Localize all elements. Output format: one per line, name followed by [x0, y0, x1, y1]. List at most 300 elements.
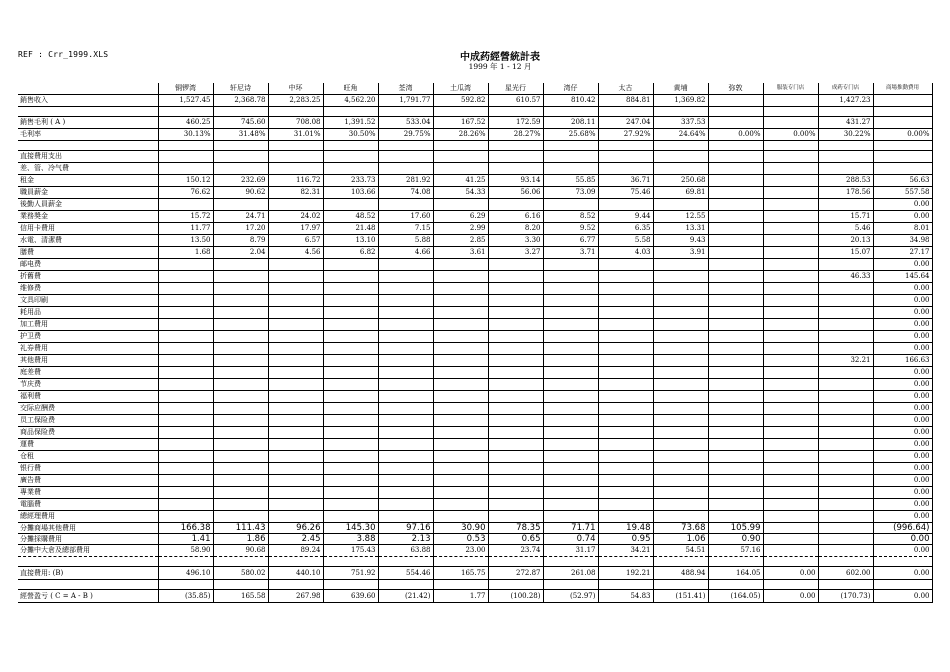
table-cell [378, 331, 433, 343]
row-label: 專業費 [18, 487, 158, 499]
table-cell [818, 259, 873, 271]
row-label: 庭差費 [18, 367, 158, 379]
table-cell: 0.00 [873, 295, 932, 307]
table-cell [598, 307, 653, 319]
table-cell: 0.00 [873, 319, 932, 331]
table-cell [763, 107, 818, 117]
table-cell [378, 403, 433, 415]
row-label: 分攤商場其他費用 [18, 523, 158, 534]
table-cell: 82.31 [268, 187, 323, 199]
table-cell: 29.75% [378, 129, 433, 141]
table-cell [213, 499, 268, 511]
table-cell: 103.66 [323, 187, 378, 199]
table-cell [763, 151, 818, 163]
table-cell [488, 107, 543, 117]
table-cell: 27.17 [873, 247, 932, 259]
table-cell: 0.00% [763, 129, 818, 141]
table-cell [818, 427, 873, 439]
table-cell [323, 199, 378, 211]
row-label [18, 141, 158, 151]
table-cell [433, 343, 488, 355]
table-cell: 639.60 [323, 590, 378, 603]
row-label: 總經理費用 [18, 511, 158, 523]
table-cell [598, 343, 653, 355]
table-cell [708, 141, 763, 151]
table-cell [213, 463, 268, 475]
table-cell [378, 391, 433, 403]
table-cell [598, 331, 653, 343]
table-cell [158, 199, 213, 211]
table-cell [378, 475, 433, 487]
table-cell [598, 580, 653, 590]
table-cell [653, 451, 708, 463]
table-cell [763, 117, 818, 129]
table-cell [488, 343, 543, 355]
column-header: 服装专门店 [763, 83, 818, 95]
table-cell [543, 283, 598, 295]
table-cell [268, 403, 323, 415]
table-cell [433, 163, 488, 175]
table-cell [708, 367, 763, 379]
table-cell [818, 557, 873, 567]
table-cell [213, 379, 268, 391]
table-cell: 6.57 [268, 235, 323, 247]
table-cell [653, 403, 708, 415]
table-cell [763, 557, 818, 567]
table-cell: 30.22% [818, 129, 873, 141]
table-cell [763, 307, 818, 319]
table-cell [488, 415, 543, 427]
table-cell [378, 367, 433, 379]
table-cell: 15.72 [158, 211, 213, 223]
column-header: 轩尼诗 [213, 83, 268, 95]
table-row [18, 545, 932, 557]
table-cell [543, 557, 598, 567]
column-header: 中环 [268, 83, 323, 95]
table-cell [213, 259, 268, 271]
row-label: 直接費用支出 [18, 151, 158, 163]
table-cell [818, 463, 873, 475]
statistics-table [18, 83, 933, 603]
table-cell [488, 199, 543, 211]
table-cell [543, 463, 598, 475]
table-cell: (21.42) [378, 590, 433, 603]
table-cell [763, 199, 818, 211]
table-cell [598, 511, 653, 523]
table-cell [708, 331, 763, 343]
row-label: 銷售收入 [18, 95, 158, 107]
table-cell [488, 295, 543, 307]
table-cell: 13.10 [323, 235, 378, 247]
table-cell [763, 439, 818, 451]
table-row [18, 499, 932, 511]
table-cell [213, 163, 268, 175]
table-cell [213, 391, 268, 403]
table-cell: 172.59 [488, 117, 543, 129]
table-cell: 261.08 [543, 567, 598, 580]
table-cell [543, 391, 598, 403]
table-cell: 0.00 [873, 451, 932, 463]
table-cell [708, 307, 763, 319]
table-cell: 54.51 [653, 545, 708, 557]
table-cell [323, 331, 378, 343]
row-label: 邮电费 [18, 259, 158, 271]
table-cell [653, 557, 708, 567]
table-row [18, 415, 932, 427]
table-row [18, 129, 932, 141]
row-label: 交际应酬费 [18, 403, 158, 415]
table-cell: 0.00% [708, 129, 763, 141]
table-cell [433, 451, 488, 463]
table-cell: 440.10 [268, 567, 323, 580]
table-cell: 3.88 [323, 534, 378, 545]
table-cell [543, 475, 598, 487]
table-cell [378, 259, 433, 271]
row-label: 租金 [18, 175, 158, 187]
table-cell [708, 451, 763, 463]
table-cell: 69.81 [653, 187, 708, 199]
row-label: 直接費用: (B) [18, 567, 158, 580]
table-cell [323, 141, 378, 151]
spacer-row [18, 557, 932, 567]
table-row [18, 567, 932, 580]
table-row [18, 511, 932, 523]
table-cell: 93.14 [488, 175, 543, 187]
table-cell [378, 295, 433, 307]
table-cell: 8.52 [543, 211, 598, 223]
table-cell [268, 283, 323, 295]
table-cell [213, 367, 268, 379]
table-cell [543, 379, 598, 391]
table-cell: 0.00 [763, 567, 818, 580]
row-label [18, 580, 158, 590]
table-row [18, 487, 932, 499]
table-cell [158, 463, 213, 475]
table-cell [708, 187, 763, 199]
table-cell [323, 439, 378, 451]
table-cell [543, 295, 598, 307]
table-cell [708, 499, 763, 511]
table-cell: 90.68 [213, 545, 268, 557]
table-cell [708, 175, 763, 187]
table-cell [543, 271, 598, 283]
table-cell [213, 580, 268, 590]
table-cell: 610.57 [488, 95, 543, 107]
table-cell [213, 331, 268, 343]
table-cell: 288.53 [818, 175, 873, 187]
table-cell [763, 580, 818, 590]
table-cell [323, 451, 378, 463]
table-cell [818, 475, 873, 487]
table-cell: (52.97) [543, 590, 598, 603]
table-cell [763, 487, 818, 499]
table-cell [598, 163, 653, 175]
table-cell: 23.00 [433, 545, 488, 557]
table-cell [323, 511, 378, 523]
table-cell [488, 141, 543, 151]
table-cell [818, 499, 873, 511]
table-cell: 0.00 [873, 331, 932, 343]
table-cell [818, 511, 873, 523]
table-cell [158, 295, 213, 307]
table-cell: 1,791.77 [378, 95, 433, 107]
table-cell [708, 283, 763, 295]
table-cell: 208.11 [543, 117, 598, 129]
table-cell: 5.88 [378, 235, 433, 247]
row-label: 耗用品 [18, 307, 158, 319]
table-cell [158, 487, 213, 499]
table-cell: 810.42 [543, 95, 598, 107]
table-cell [158, 307, 213, 319]
table-row [18, 451, 932, 463]
table-cell [433, 141, 488, 151]
table-cell: 19.48 [598, 523, 653, 534]
table-cell: 250.68 [653, 175, 708, 187]
table-cell: 34.98 [873, 235, 932, 247]
table-cell [158, 391, 213, 403]
table-cell: 46.33 [818, 271, 873, 283]
table-cell [268, 355, 323, 367]
table-cell [873, 163, 932, 175]
table-cell: 2.99 [433, 223, 488, 235]
table-cell [818, 163, 873, 175]
table-row [18, 391, 932, 403]
table-cell [378, 151, 433, 163]
row-label: 廣告費 [18, 475, 158, 487]
table-cell [213, 343, 268, 355]
table-cell [598, 259, 653, 271]
table-cell: 21.48 [323, 223, 378, 235]
table-cell [598, 451, 653, 463]
report-title: 中成药經營統計表 [460, 52, 540, 63]
table-cell: 17.97 [268, 223, 323, 235]
table-cell: 0.00 [873, 499, 932, 511]
table-cell: 1,369.82 [653, 95, 708, 107]
table-row [18, 343, 932, 355]
table-cell: 31.17 [543, 545, 598, 557]
table-cell [268, 451, 323, 463]
table-cell [763, 235, 818, 247]
table-cell [433, 379, 488, 391]
table-cell [818, 367, 873, 379]
table-cell: 165.75 [433, 567, 488, 580]
table-cell [598, 107, 653, 117]
table-cell: 145.30 [323, 523, 378, 534]
table-cell: 267.98 [268, 590, 323, 603]
table-cell: 0.00 [873, 379, 932, 391]
table-cell [763, 415, 818, 427]
table-cell [433, 580, 488, 590]
column-header: 商場推動費用 [873, 83, 932, 95]
column-header: 荃湾 [378, 83, 433, 95]
table-cell [818, 107, 873, 117]
table-row [18, 151, 932, 163]
table-cell [818, 331, 873, 343]
table-cell [763, 367, 818, 379]
table-cell: 164.05 [708, 567, 763, 580]
table-cell [433, 283, 488, 295]
table-cell [708, 271, 763, 283]
table-cell: 0.00 [873, 475, 932, 487]
table-cell [433, 487, 488, 499]
table-cell: 145.64 [873, 271, 932, 283]
table-cell [268, 487, 323, 499]
table-cell [323, 391, 378, 403]
table-cell [873, 95, 932, 107]
table-cell: 2.04 [213, 247, 268, 259]
table-cell: 0.00 [873, 439, 932, 451]
table-row [18, 247, 932, 259]
table-cell [598, 271, 653, 283]
table-cell [598, 415, 653, 427]
table-cell [818, 403, 873, 415]
table-cell [818, 283, 873, 295]
table-cell: 6.29 [433, 211, 488, 223]
table-cell [763, 355, 818, 367]
table-cell [653, 307, 708, 319]
table-cell [488, 463, 543, 475]
table-cell [378, 511, 433, 523]
table-cell [158, 259, 213, 271]
table-cell [653, 259, 708, 271]
table-cell: 17.20 [213, 223, 268, 235]
table-cell [818, 151, 873, 163]
table-cell: 337.53 [653, 117, 708, 129]
row-label: 職員薪金 [18, 187, 158, 199]
table-cell: 56.06 [488, 187, 543, 199]
table-cell [323, 307, 378, 319]
table-cell: 58.90 [158, 545, 213, 557]
table-cell [213, 199, 268, 211]
table-cell [323, 283, 378, 295]
table-cell [818, 451, 873, 463]
table-cell: 602.00 [818, 567, 873, 580]
table-cell: 55.85 [543, 175, 598, 187]
table-cell [378, 415, 433, 427]
table-cell [873, 557, 932, 567]
column-header: 铜锣湾 [158, 83, 213, 95]
table-cell: 1.86 [213, 534, 268, 545]
row-label: 其他費用 [18, 355, 158, 367]
table-cell [433, 331, 488, 343]
table-cell [543, 355, 598, 367]
table-cell [708, 391, 763, 403]
table-cell [433, 271, 488, 283]
table-cell [378, 463, 433, 475]
table-cell [268, 319, 323, 331]
table-cell [158, 511, 213, 523]
table-cell [213, 427, 268, 439]
table-row [18, 427, 932, 439]
table-cell [378, 557, 433, 567]
table-cell [433, 355, 488, 367]
table-cell [708, 415, 763, 427]
table-cell: 0.65 [488, 534, 543, 545]
row-label: 文具印刷 [18, 295, 158, 307]
table-cell [158, 403, 213, 415]
table-cell: 111.43 [213, 523, 268, 534]
table-cell [158, 580, 213, 590]
table-cell [653, 199, 708, 211]
table-cell [543, 319, 598, 331]
table-cell: 247.04 [598, 117, 653, 129]
table-cell [488, 499, 543, 511]
table-cell [158, 427, 213, 439]
table-row [18, 463, 932, 475]
table-cell [378, 487, 433, 499]
table-cell [653, 367, 708, 379]
table-cell: 6.16 [488, 211, 543, 223]
table-cell: 9.43 [653, 235, 708, 247]
table-cell: 41.25 [433, 175, 488, 187]
table-cell [323, 557, 378, 567]
table-cell: 0.00 [873, 283, 932, 295]
table-cell [543, 331, 598, 343]
table-row [18, 187, 932, 199]
row-label: 後勤人員薪金 [18, 199, 158, 211]
table-cell [653, 475, 708, 487]
table-cell: 12.55 [653, 211, 708, 223]
table-cell: 63.88 [378, 545, 433, 557]
table-cell: 2.13 [378, 534, 433, 545]
table-cell [158, 319, 213, 331]
table-cell: 5.46 [818, 223, 873, 235]
table-cell [488, 511, 543, 523]
table-cell: 3.61 [433, 247, 488, 259]
table-cell [598, 403, 653, 415]
table-cell: 2,283.25 [268, 95, 323, 107]
table-cell: 0.00 [873, 307, 932, 319]
table-cell: 175.43 [323, 545, 378, 557]
table-cell [763, 141, 818, 151]
table-cell [598, 439, 653, 451]
table-cell: 1.06 [653, 534, 708, 545]
table-cell [323, 487, 378, 499]
table-cell [598, 367, 653, 379]
table-cell [488, 580, 543, 590]
column-header: 湾仔 [543, 83, 598, 95]
table-cell [818, 141, 873, 151]
table-cell [268, 391, 323, 403]
table-cell [598, 319, 653, 331]
table-cell [818, 379, 873, 391]
row-label: 膳費 [18, 247, 158, 259]
table-cell [653, 580, 708, 590]
table-cell: 1,427.23 [818, 95, 873, 107]
table-cell [488, 331, 543, 343]
table-cell: (170.73) [818, 590, 873, 603]
table-cell [268, 475, 323, 487]
table-cell [488, 379, 543, 391]
table-cell [708, 247, 763, 259]
row-label: 护卫费 [18, 331, 158, 343]
table-cell: 0.00% [873, 129, 932, 141]
table-cell [158, 439, 213, 451]
table-cell [543, 451, 598, 463]
table-cell: 166.38 [158, 523, 213, 534]
table-row [18, 95, 932, 107]
table-cell: 0.00 [873, 487, 932, 499]
table-cell: 1.68 [158, 247, 213, 259]
table-cell [213, 107, 268, 117]
row-label: 水電、清潔費 [18, 235, 158, 247]
table-cell [433, 557, 488, 567]
table-cell [653, 319, 708, 331]
table-cell [433, 107, 488, 117]
table-cell [653, 141, 708, 151]
table-cell [268, 367, 323, 379]
table-cell [323, 403, 378, 415]
